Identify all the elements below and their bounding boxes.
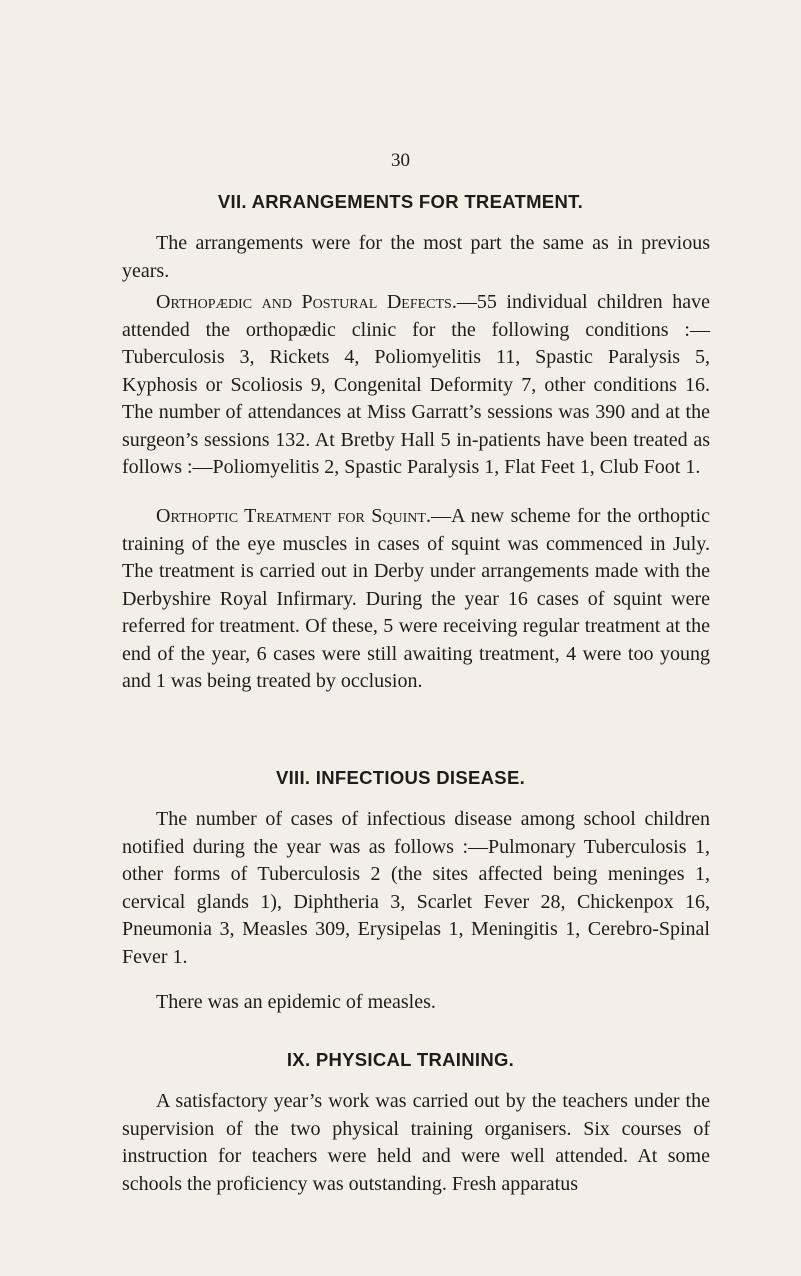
paragraph-physical: A satisfactory year’s work was carried out by the teachers under the supervision of the two physical training organisers. Six courses of instruction for teachers were held and were well attended. At some schools the proficiency was outstanding. Fresh apparatus [122, 1090, 710, 1195]
section-heading-infectious: VIII. INFECTIOUS DISEASE. [275, 767, 526, 788]
paragraph-infectious: The number of cases of infectious disease among school children notified during the year was as follows :—Pulmonary Tuberculosis 1, other forms of Tuberculosis 2 (the sites affected being meninges 1, cervical glands 1), Diphtheria 3, Scarlet Fever 28, Chickenpox 16, Pneumonia 3, Measles 309, Erysipelas 1, Meningitis 1, Cerebro-Spinal Fever 1. [122, 808, 710, 968]
paragraph-orthoptic [122, 503, 710, 696]
paragraph-orthopaedic [122, 289, 710, 482]
page-number: 30 [391, 150, 410, 171]
paragraph-epidemic: There was an epidemic of measles. [156, 991, 436, 1013]
run-in-heading-orthopaedic: Orthopædic and Postural Defects. [156, 291, 457, 313]
orthopaedic-text: —55 individual children have attended the orthopædic clinic for the following conditions :—Tuberculosis 3, Rickets 4, Poliomyelitis 11, Spastic Paralysis 5, Kyphosis or Scoliosis 9, Congenital Deformity 7, other conditions 16. The number of attendances at Miss Garratt’s sessions was 390 and at the surgeon’s sessions 132. At Bretby Hall 5 in-patients have been treated as follows :—Poliomyelitis 2, Spastic Paralysis 1, Flat Feet 1, Club Foot 1. [122, 291, 710, 478]
section-heading-physical: IX. PHYSICAL TRAINING. [286, 1049, 515, 1070]
paragraph-intro: The arrangements were for the most part the same as in previous years. [122, 232, 710, 282]
orthoptic-text: —A new scheme for the orthoptic training of the eye muscles in cases of squint was commenced in July. The treatment is carried out in Derby under arrangements made with the Derbyshire Royal Infirmary. During the year 16 cases of squint were referred for treatment. Of these, 5 were receiving regular treatment at the end of the year, 6 cases were still awaiting treatment, 4 were too young and 1 was being treated by occlusion. [122, 505, 710, 692]
section-heading-treatment: VII. ARRANGEMENTS FOR TREATMENT. [217, 191, 584, 212]
run-in-heading-orthoptic: Orthoptic Treatment for Squint. [156, 505, 431, 527]
